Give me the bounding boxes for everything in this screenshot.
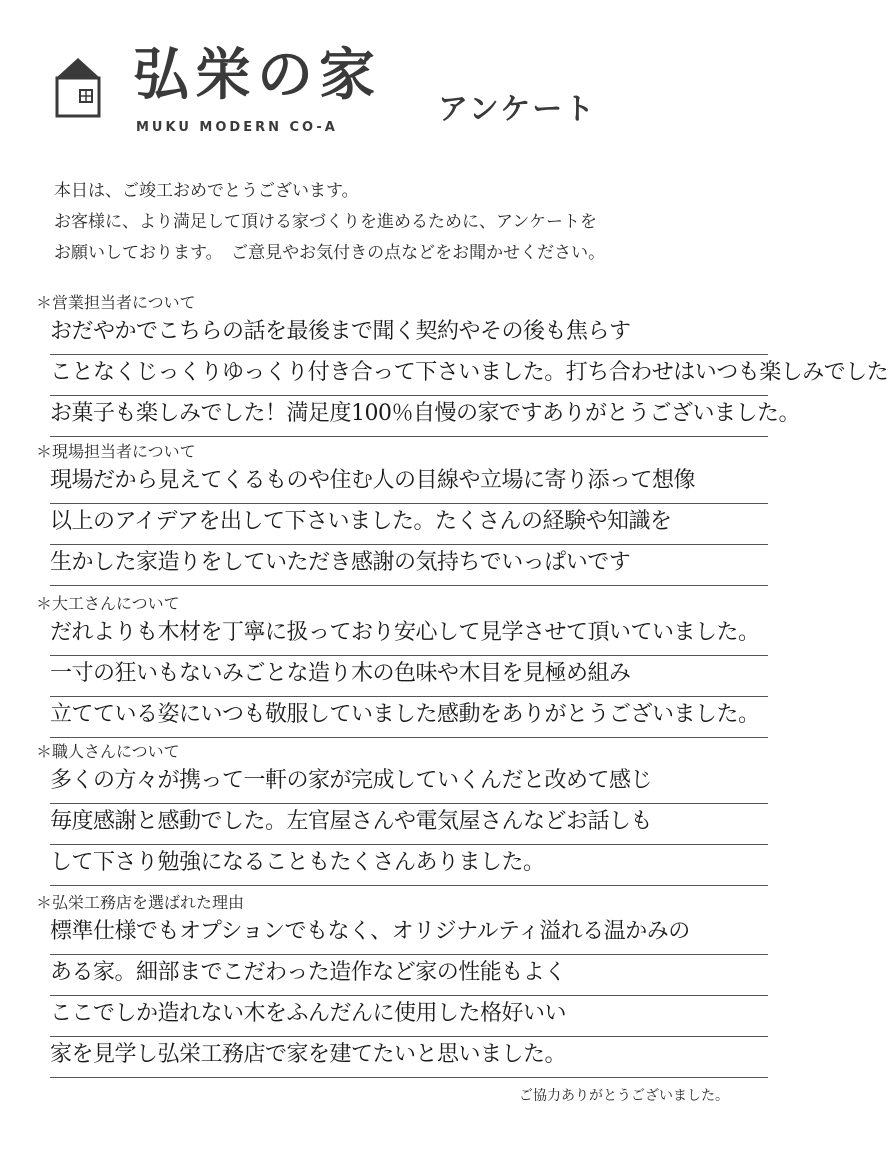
answer-line: 以上のアイデアを出して下さいました。たくさんの経験や知識を <box>50 504 768 545</box>
answer-line: 一寸の狂いもないみごとな造り木の色味や木目を見極め組み <box>50 656 768 697</box>
section-heading: ＊弘栄工務店を選ばれた理由 <box>36 893 245 912</box>
answer-line: ことなくじっくりゆっくり付き合って下さいました。打ち合わせはいつも楽しみでした <box>50 355 768 396</box>
house-logo-icon <box>54 56 102 118</box>
answer-line: 多くの方々が携って一軒の家が完成していくんだと改めて感じ <box>50 763 768 804</box>
section-heading: ＊職人さんについて <box>36 742 180 761</box>
section-heading: ＊現場担当者について <box>36 442 196 461</box>
section-craftsmen <box>32 741 772 886</box>
answer-line: 毎度感謝と感動でした。左官屋さんや電気屋さんなどお話しも <box>50 804 768 845</box>
answer-line: 家を見学し弘栄工務店で家を建てたいと思いました。 <box>50 1037 768 1078</box>
answer-line: 立てている姿にいつも敬服していました感動をありがとうございました。 <box>50 697 768 738</box>
intro-line: お客様に、より満足して頂ける家づくりを進めるために、アンケートを <box>54 212 597 232</box>
answer-line: お菓子も楽しみでした！満足度100％自慢の家ですありがとうございました。 <box>50 396 768 437</box>
section-heading: ＊大工さんについて <box>36 594 180 613</box>
answer-line: ある家。細部までこだわった造作など家の性能もよく <box>50 955 768 996</box>
answer-line: 現場だから見えてくるものや住む人の目線や立場に寄り添って想像 <box>50 463 768 504</box>
answer-line: 生かした家造りをしていただき感謝の気持ちでいっぱいです <box>50 545 768 586</box>
brand-subtitle: MUKU MODERN CO-A <box>136 120 338 135</box>
answer-line: して下さり勉強になることもたくさんありました。 <box>50 845 768 886</box>
thank-you-note: ご協力ありがとうございました。 <box>519 1088 729 1104</box>
section-reason <box>32 892 772 1078</box>
section-site-manager <box>32 441 772 586</box>
section-heading: ＊営業担当者について <box>36 293 196 312</box>
brand-name: 弘栄の家 <box>133 43 381 108</box>
section-carpenter <box>32 593 772 738</box>
intro-line: お願いしております。 ご意見やお気付きの点などをお聞かせください。 <box>54 243 606 263</box>
answer-line: 標準仕様でもオプションでもなく、オリジナルティ溢れる温かみの <box>50 914 768 955</box>
survey-label: アンケート <box>438 92 597 127</box>
answer-line: ここでしか造れない木をふんだんに使用した格好いい <box>50 996 768 1037</box>
intro-line: 本日は、ご竣工おめでとうございます。 <box>54 181 359 201</box>
answer-line: だれよりも木材を丁寧に扱っており安心して見学させて頂いていました。 <box>50 615 768 656</box>
intro-text <box>54 176 754 269</box>
answer-line: おだやかでこちらの話を最後まで聞く契約やその後も焦らす <box>50 314 768 355</box>
section-sales <box>32 292 888 437</box>
